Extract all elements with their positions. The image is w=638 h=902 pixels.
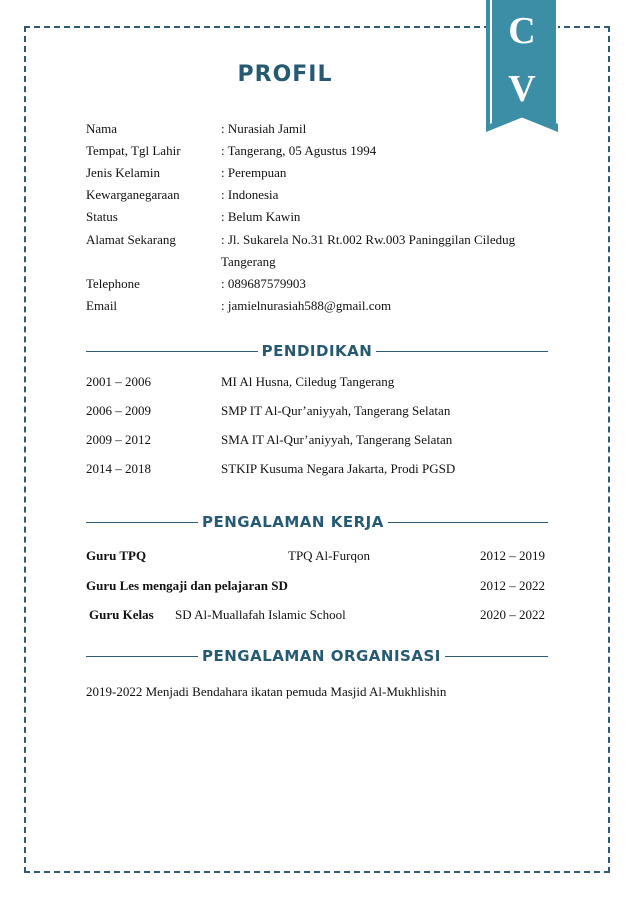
work-years: 2012 – 2022 <box>480 578 545 593</box>
section-kerja <box>86 511 548 533</box>
education-school: STKIP Kusuma Negara Jakarta, Prodi PGSD <box>221 461 456 476</box>
work-years: 2012 – 2019 <box>480 548 545 563</box>
profile-value-address: : Jl. Sukarela No.31 Rt.002 Rw.003 Paninggilan Ciledug <box>221 232 516 247</box>
profile-value-email: : jamielnurasiah588@gmail.com <box>221 298 392 313</box>
profile-value-address-line2: Tangerang <box>221 254 276 269</box>
section-title: PENGALAMAN KERJA <box>202 513 384 531</box>
profile-value-nama: : Nurasiah Jamil <box>221 121 307 136</box>
profile-label-nationality: Kewarganegaraan <box>86 187 180 202</box>
page-title: PROFIL <box>237 62 333 87</box>
profile-value-phone: : 089687579903 <box>221 276 306 291</box>
profile-label-address: Alamat Sekarang <box>86 232 176 247</box>
profile-value-gender: : Perempuan <box>221 165 287 180</box>
profile-label-email: Email <box>86 298 118 313</box>
education-school: MI Al Husna, Ciledug Tangerang <box>221 374 395 389</box>
education-years: 2001 – 2006 <box>86 374 151 389</box>
work-place: SD Al-Muallafah Islamic School <box>175 607 346 622</box>
education-years: 2014 – 2018 <box>86 461 151 476</box>
section-rule-left <box>86 656 198 657</box>
profile-value-status: : Belum Kawin <box>221 209 301 224</box>
profile-label-ttl: Tempat, Tgl Lahir <box>86 143 181 158</box>
section-rule-left <box>86 522 198 523</box>
section-rule-right <box>388 522 548 523</box>
education-school: SMP IT Al-Qur’aniyyah, Tangerang Selatan <box>221 403 451 418</box>
work-years: 2020 – 2022 <box>480 607 545 622</box>
education-years: 2006 – 2009 <box>86 403 151 418</box>
profile-value-ttl: : Tangerang, 05 Agustus 1994 <box>221 143 377 158</box>
profile-label-gender: Jenis Kelamin <box>86 165 161 180</box>
organization-item: 2019-2022 Menjadi Bendahara ikatan pemuda Masjid Al-Mukhlishin <box>86 684 447 699</box>
work-role: Guru Les mengaji dan pelajaran SD <box>86 578 288 593</box>
profile-value-nationality: : Indonesia <box>221 187 279 202</box>
section-rule-right <box>445 656 548 657</box>
work-role: Guru Kelas <box>89 607 154 622</box>
section-rule-left <box>86 351 258 352</box>
profile-label-status: Status <box>86 209 118 224</box>
section-title: PENDIDIKAN <box>261 342 373 360</box>
section-pendidikan <box>86 340 548 362</box>
ribbon-letter-c: C <box>508 10 536 52</box>
work-role: Guru TPQ <box>86 548 147 563</box>
work-place: TPQ Al-Furqon <box>288 548 370 563</box>
profile-label-phone: Telephone <box>86 276 140 291</box>
ribbon-letter-v: V <box>508 68 536 110</box>
section-rule-right <box>376 351 548 352</box>
education-years: 2009 – 2012 <box>86 432 151 447</box>
section-organisasi <box>86 645 548 667</box>
profile-label-nama: Nama <box>86 121 118 136</box>
section-title: PENGALAMAN ORGANISASI <box>202 647 441 665</box>
education-school: SMA IT Al-Qur’aniyyah, Tangerang Selatan <box>221 432 453 447</box>
